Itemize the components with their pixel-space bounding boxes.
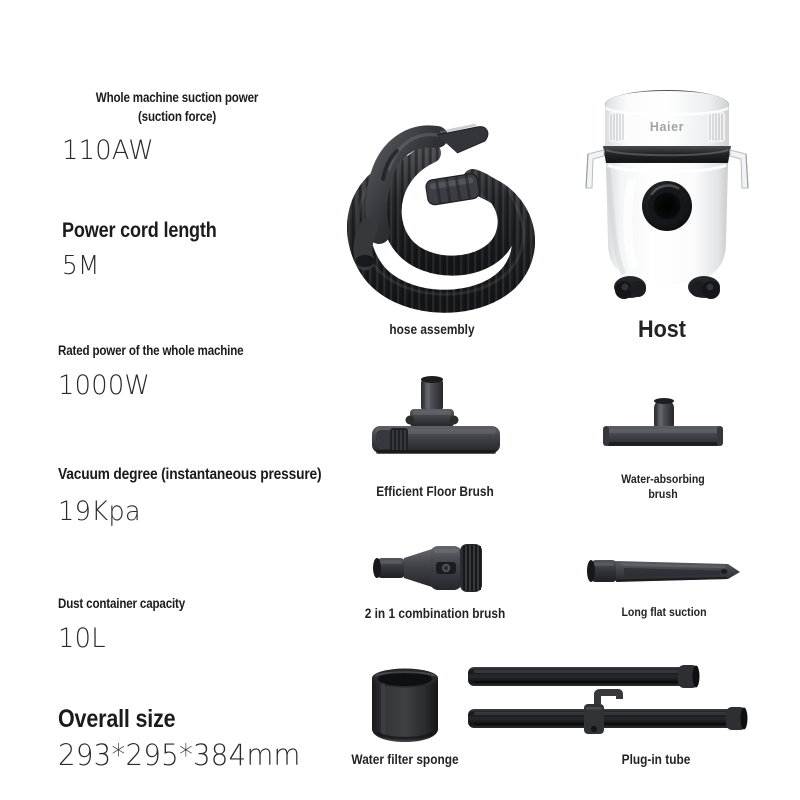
spec-vacuum-degree-value: 19Kpa	[58, 496, 141, 527]
spec-overall-size-label: Overall size	[58, 705, 176, 733]
host-image	[562, 84, 772, 314]
combination-brush-image	[374, 538, 490, 596]
spec-suction-power-label: Whole machine suction power (suction force)	[95, 90, 259, 124]
spec-overall-size-value: 293*295*384mm	[58, 738, 301, 772]
caption-plug-in-tube: Plug-in tube	[621, 752, 691, 767]
spec-cord-length	[62, 218, 242, 281]
long-flat-suction-image	[588, 552, 744, 592]
host-brand-logo: Haier	[649, 120, 685, 134]
caption-long-flat-suction: Long flat suction	[621, 605, 707, 619]
spec-dust-capacity-label: Dust container capacity	[58, 596, 186, 611]
water-filter-sponge-image	[367, 667, 443, 745]
plug-in-tube-image	[466, 660, 756, 744]
caption-water-absorbing-brush: Water-absorbing brush	[621, 472, 705, 501]
spec-rated-power-value: 1000W	[58, 370, 151, 401]
spec-suction-power	[62, 88, 292, 166]
caption-floor-brush: Efficient Floor Brush	[376, 484, 494, 499]
spec-dust-capacity	[58, 595, 206, 654]
caption-host: Host	[637, 316, 687, 343]
spec-suction-power-value: 110AW	[62, 135, 154, 166]
floor-brush-image	[366, 376, 506, 471]
spec-dust-capacity-value: 10L	[58, 623, 106, 654]
water-absorbing-brush-image	[600, 398, 726, 454]
spec-rated-power-label: Rated power of the whole machine	[58, 343, 244, 358]
caption-water-filter-sponge: Water filter sponge	[351, 752, 459, 767]
caption-hose-assembly: hose assembly	[389, 322, 475, 337]
hose-assembly-image	[345, 105, 545, 310]
caption-combination-brush: 2 in 1 combination brush	[364, 606, 506, 621]
spec-overall-size	[58, 705, 313, 772]
spec-rated-power	[58, 342, 274, 401]
spec-vacuum-degree	[58, 465, 364, 527]
spec-vacuum-degree-label: Vacuum degree (instantaneous pressure)	[58, 466, 322, 483]
spec-cord-length-value: 5M	[62, 251, 100, 281]
spec-cord-length-label: Power cord length	[62, 219, 217, 242]
